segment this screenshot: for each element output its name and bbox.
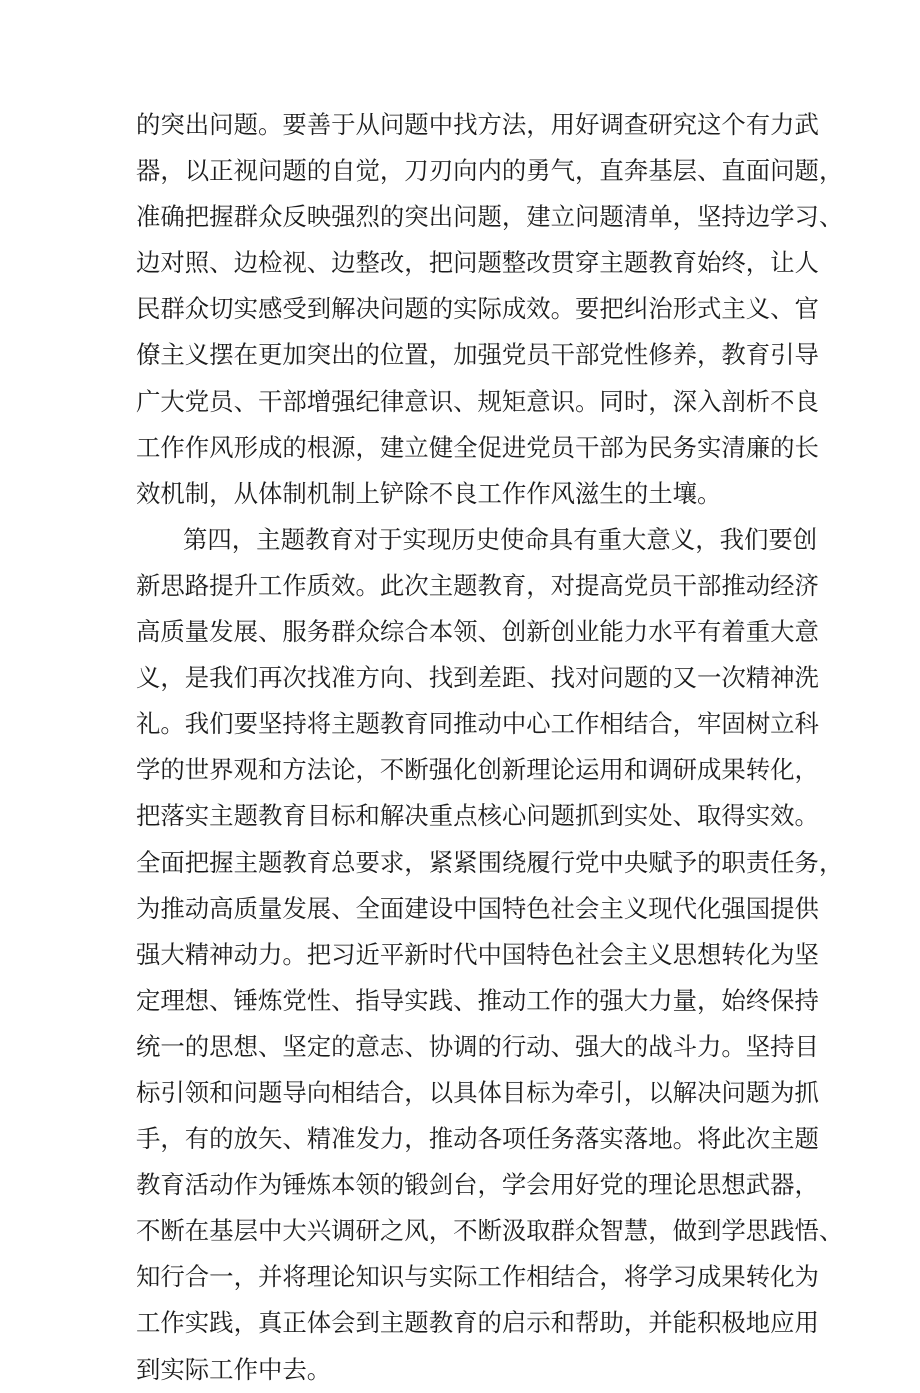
text-line-26: 知行合一，并将理论知识与实际工作相结合，将学习成果转化为 — [136, 1262, 819, 1292]
text-line-14: 礼。我们要坚持将主题教育同推动中心工作相结合，牢固树立科 — [136, 709, 819, 739]
text-line-2: 器，以正视问题的自觉，刀刃向内的勇气，直奔基层、直面问题， — [136, 156, 844, 186]
text-line-6: 僚主义摆在更加突出的位置，加强党员干部党性修养，教育引导 — [136, 340, 819, 370]
text-line-20: 定理想、锤炼党性、指导实践、推动工作的强大力量，始终保持 — [136, 985, 819, 1015]
text-line-11: 新思路提升工作质效。此次主题教育，对提高党员干部推动经济 — [136, 570, 819, 600]
text-line-8: 工作作风形成的根源，建立健全促进党员干部为民务实清廉的长 — [136, 432, 819, 462]
text-line-28: 到实际工作中去。 — [136, 1354, 332, 1384]
text-line-15: 学的世界观和方法论，不断强化创新理论运用和调研成果转化， — [136, 755, 819, 785]
text-line-3: 准确把握群众反映强烈的突出问题，建立问题清单，坚持边学习、 — [136, 202, 844, 232]
text-line-21: 统一的思想、坚定的意志、协调的行动、强大的战斗力。坚持目 — [136, 1031, 819, 1061]
text-line-4: 边对照、边检视、边整改，把问题整改贯穿主题教育始终，让人 — [136, 248, 819, 278]
paragraph-start-line: 第四，主题教育对于实现历史使命具有重大意义，我们要创 — [183, 524, 818, 554]
text-line-22: 标引领和问题导向相结合，以具体目标为牵引，以解决问题为抓 — [136, 1077, 819, 1107]
body-text — [136, 102, 844, 1393]
text-line-1: 的突出问题。要善于从问题中找方法，用好调查研究这个有力武 — [136, 110, 819, 139]
text-line-7: 广大党员、干部增强纪律意识、规矩意识。同时，深入剖析不良 — [136, 386, 819, 416]
text-line-12: 高质量发展、服务群众综合本领、创新创业能力水平有着重大意 — [136, 617, 819, 647]
text-line-24: 教育活动作为锤炼本领的锻剑台，学会用好党的理论思想武器， — [136, 1170, 819, 1200]
text-line-17: 全面把握主题教育总要求，紧紧围绕履行党中央赋予的职责任务， — [136, 847, 844, 877]
text-line-19: 强大精神动力。把习近平新时代中国特色社会主义思想转化为坚 — [136, 939, 819, 969]
text-line-13: 义，是我们再次找准方向、找到差距、找对问题的又一次精神洗 — [136, 663, 819, 693]
text-line-25: 不断在基层中大兴调研之风，不断汲取群众智慧，做到学思践悟、 — [136, 1216, 844, 1246]
text-line-5: 民群众切实感受到解决问题的实际成效。要把纠治形式主义、官 — [136, 294, 819, 324]
text-line-23: 手，有的放矢、精准发力，推动各项任务落实落地。将此次主题 — [136, 1124, 819, 1154]
text-line-27: 工作实践，真正体会到主题教育的启示和帮助，并能积极地应用 — [136, 1308, 819, 1338]
text-line-16: 把落实主题教育目标和解决重点核心问题抓到实处、取得实效。 — [136, 801, 819, 831]
text-line-18: 为推动高质量发展、全面建设中国特色社会主义现代化强国提供 — [136, 893, 819, 923]
text-line-9: 效机制，从体制机制上铲除不良工作作风滋生的土壤。 — [136, 478, 722, 508]
